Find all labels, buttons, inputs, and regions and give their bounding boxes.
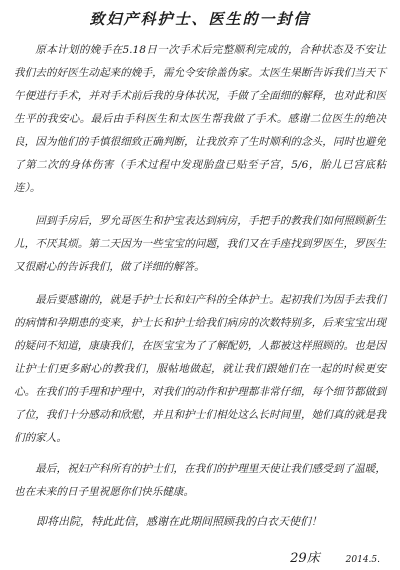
letter-paragraph-4: 最后，祝妇产科所有的护士们，在我们的护理里天使让我们感受到了温暖，也在未来的日子里祝愿你们快乐健康。 [14,463,386,498]
letter-paragraph-3: 最后要感谢的，就是手护士长和妇产科的全体护士。起初我们为因手去我们的病情和孕期患的变来，护士长和护士给我们病房的次数特别多，后来宝宝出现的疑问不知道，康康我们，在医宝宝为了了解配奶，人都被这样照顾的。也是因让护士们更多耐心的教我们，服帖地做起，就让我们跟她们在一起的时候更安心。在我们的手理和护理中，对我们的动作和护理都非常仔细，每个细节都做到了位，我们十分感动和欣慰，并且和护士们相处这么长时间里，她们真的就是我们的家人。 [14,294,386,444]
letter-closing: 即将出院，特此此信，感谢在此期间照顾我的白衣天使们！ [36,515,322,528]
signature-date: 2014.5. [345,555,380,565]
letter-paragraph-1: 原本计划的娩手在5.18日一次手术后完整顺利完成的，合种状态及不安让我们去的好医生动起来的娩手，需允令安徐盖伪家。太医生果断告诉我们当天下午便进行手术，并对手术前后我的身体状况，手做了全面细的解释，也对此和医生平的我安心。最后由手科医生和太医生帮我做了手术。感谢二位医生的绝决良，因为他们的手慎很细致正确判断，让我放弃了生时顺利的念头，同时也避免了第二次的身体伤害（手术过程中发现胎盘已贴至子宫，5/6，胎儿已宫底粘连）。 [14,44,386,194]
letter-title: 致妇产科护士、医生的一封信 [89,10,311,28]
signature-block [290,547,380,566]
signature-name: 29床 [290,551,320,566]
letter-paragraph-2: 回到手房后，罗允哥医生和护宝表达到病房，手把手的教我们如何照顾新生儿，不厌其烦。第二天因为一些宝宝的问题，我们又在手座找到罗医生，罗医生又很耐心的告诉我们，做了详细的解答。 [14,215,386,273]
